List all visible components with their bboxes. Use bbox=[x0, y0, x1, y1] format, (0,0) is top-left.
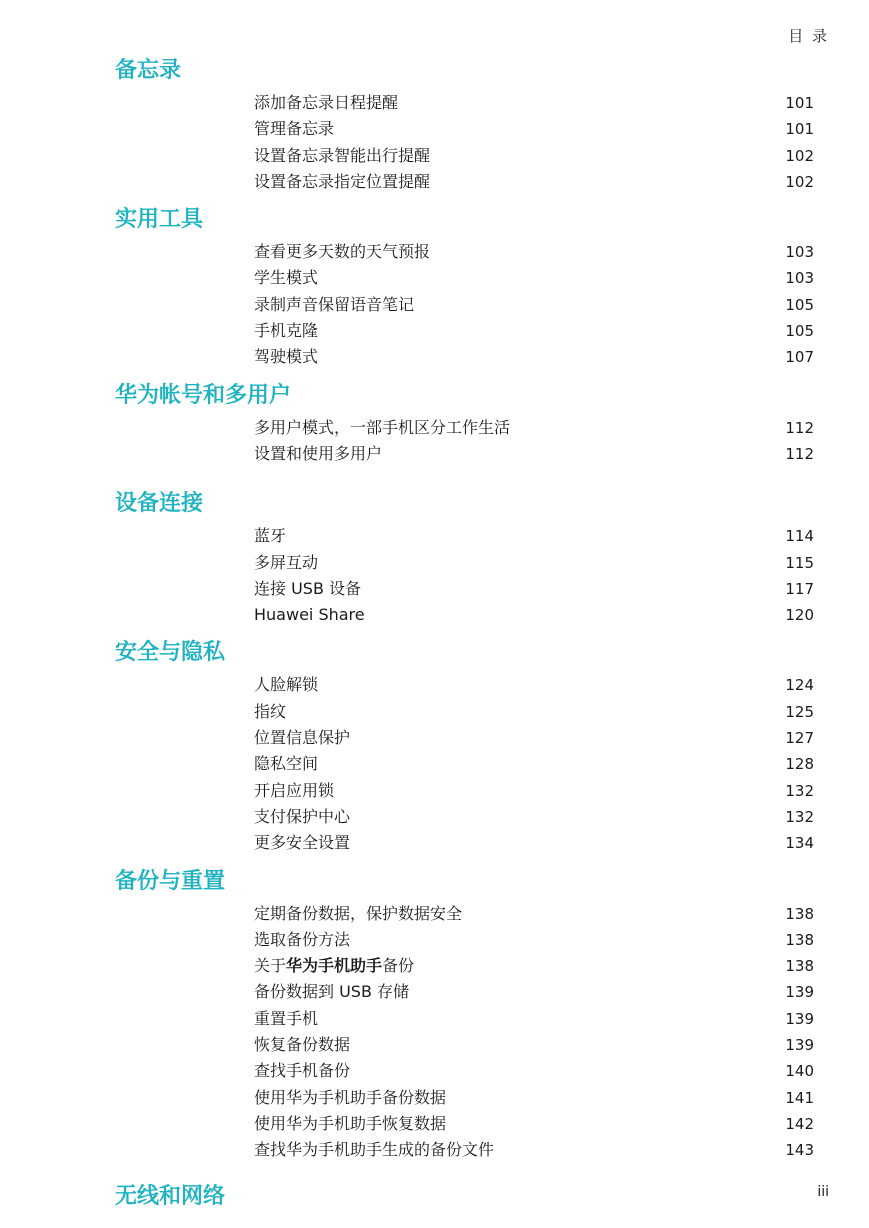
toc-section bbox=[0, 377, 869, 468]
entry-page-number: 117 bbox=[785, 579, 814, 598]
entry-page-number: 112 bbox=[785, 418, 814, 437]
entry-page-number: 101 bbox=[785, 94, 814, 112]
entry-label: 开启应用锁 bbox=[254, 780, 335, 800]
entry-label: 指纹 bbox=[254, 701, 287, 721]
entry-page-number: 134 bbox=[785, 834, 814, 853]
entry-page-number: 138 bbox=[785, 904, 814, 923]
entry-page-number: 142 bbox=[785, 1114, 814, 1133]
entry-label: 更多安全设置 bbox=[254, 833, 351, 853]
entry-label: 连接 USB 设备 bbox=[254, 578, 362, 598]
section-title[interactable]: 安全与隐私 bbox=[115, 640, 226, 666]
toc-entry[interactable] bbox=[0, 1137, 869, 1163]
entry-label: Huawei Share bbox=[254, 605, 365, 625]
entry-label bbox=[254, 953, 414, 979]
entry-page-number: 105 bbox=[785, 322, 814, 341]
toc-entry[interactable] bbox=[0, 1032, 869, 1058]
toc-entry[interactable] bbox=[0, 602, 869, 628]
entry-label: 定期备份数据，保护数据安全 bbox=[254, 903, 463, 923]
entry-label-suffix: 备份 bbox=[382, 956, 415, 976]
entry-page-number: 138 bbox=[785, 957, 814, 976]
entry-page-number: 138 bbox=[785, 930, 814, 949]
entry-page-number: 125 bbox=[785, 702, 814, 721]
entry-page-number: 139 bbox=[785, 983, 814, 1002]
entry-page-number: 101 bbox=[785, 120, 814, 139]
toc-entry[interactable] bbox=[0, 239, 869, 265]
entry-page-number: 103 bbox=[785, 243, 814, 262]
entry-label: 添加备忘录日程提醒 bbox=[254, 93, 399, 112]
section-title[interactable]: 备份与重置 bbox=[115, 868, 226, 894]
toc-entry[interactable] bbox=[0, 169, 869, 195]
entry-page-number: 140 bbox=[785, 1062, 814, 1081]
toc-entry[interactable] bbox=[0, 292, 869, 318]
toc-section bbox=[0, 1178, 869, 1216]
entry-label: 多屏互动 bbox=[254, 552, 319, 572]
toc-section bbox=[0, 634, 869, 856]
entry-page-number: 143 bbox=[785, 1141, 814, 1160]
toc-entry[interactable] bbox=[0, 699, 869, 725]
entry-page-number: 139 bbox=[785, 1009, 814, 1028]
entry-label-bold: 华为手机助手 bbox=[286, 956, 383, 976]
entry-label: 查看更多天数的天气预报 bbox=[254, 242, 431, 262]
entry-page-number: 105 bbox=[785, 295, 814, 314]
entry-label: 重置手机 bbox=[254, 1008, 319, 1028]
section-title[interactable]: 无线和网络 bbox=[115, 1183, 226, 1209]
toc-section bbox=[0, 201, 869, 370]
entry-label: 恢复备份数据 bbox=[254, 1035, 351, 1055]
toc-entry[interactable] bbox=[0, 415, 869, 441]
toc-entry[interactable] bbox=[0, 751, 869, 777]
toc-entry[interactable] bbox=[0, 441, 869, 467]
entry-label: 备份数据到 USB 存储 bbox=[254, 982, 410, 1002]
entry-label: 管理备忘录 bbox=[254, 119, 335, 139]
entry-label: 驾驶模式 bbox=[254, 347, 319, 367]
toc-entry[interactable] bbox=[0, 576, 869, 602]
entry-label: 多用户模式，一部手机区分工作生活 bbox=[254, 417, 511, 437]
entry-page-number: 128 bbox=[785, 755, 814, 774]
entry-label: 选取备份方法 bbox=[254, 929, 351, 949]
toc-entry[interactable] bbox=[0, 1111, 869, 1137]
entry-label: 蓝牙 bbox=[254, 526, 287, 546]
table-of-contents bbox=[0, 52, 869, 1216]
section-title[interactable]: 华为帐号和多用户 bbox=[115, 382, 292, 408]
section-title[interactable]: 实用工具 bbox=[115, 207, 204, 233]
toc-section bbox=[0, 52, 869, 195]
toc-entry[interactable] bbox=[0, 725, 869, 751]
entry-page-number: 102 bbox=[785, 146, 814, 165]
entry-label: 设置备忘录指定位置提醒 bbox=[254, 171, 431, 191]
toc-entry[interactable] bbox=[0, 804, 869, 830]
entry-page-number: 114 bbox=[785, 527, 814, 546]
entry-page-number: 141 bbox=[785, 1088, 814, 1107]
entry-label: 查找华为手机助手生成的备份文件 bbox=[254, 1140, 495, 1160]
toc-entry[interactable] bbox=[0, 1058, 869, 1084]
toc-entry[interactable] bbox=[0, 116, 869, 142]
entry-label: 位置信息保护 bbox=[254, 728, 351, 748]
entry-label: 人脸解锁 bbox=[254, 675, 319, 695]
toc-section bbox=[0, 485, 869, 628]
toc-entry[interactable] bbox=[0, 523, 869, 549]
entry-label: 使用华为手机助手恢复数据 bbox=[254, 1113, 447, 1133]
entry-label: 隐私空间 bbox=[254, 754, 319, 774]
toc-section bbox=[0, 863, 869, 1164]
entry-page-number: 102 bbox=[785, 172, 814, 191]
toc-entry[interactable] bbox=[0, 672, 869, 698]
toc-entry[interactable] bbox=[0, 1006, 869, 1032]
toc-entry[interactable] bbox=[0, 90, 869, 116]
toc-entry[interactable] bbox=[0, 778, 869, 804]
page-number: iii bbox=[817, 1184, 829, 1200]
toc-entry[interactable] bbox=[0, 143, 869, 169]
entry-page-number: 120 bbox=[785, 606, 814, 625]
entry-page-number: 127 bbox=[785, 729, 814, 748]
entry-page-number: 132 bbox=[785, 781, 814, 800]
entry-page-number: 139 bbox=[785, 1036, 814, 1055]
toc-entry[interactable] bbox=[0, 1085, 869, 1111]
entry-label: 设置备忘录智能出行提醒 bbox=[254, 145, 431, 165]
entry-page-number: 107 bbox=[785, 348, 814, 367]
entry-label-prefix: 关于 bbox=[254, 956, 287, 976]
section-title[interactable]: 设备连接 bbox=[115, 491, 204, 517]
toc-entry[interactable] bbox=[0, 979, 869, 1005]
entry-page-number: 112 bbox=[785, 444, 814, 463]
toc-entry[interactable] bbox=[0, 318, 869, 344]
running-header: 目 录 bbox=[788, 27, 829, 45]
section-title[interactable]: 备忘录 bbox=[115, 58, 182, 83]
entry-label: 支付保护中心 bbox=[254, 806, 351, 826]
entry-label: 录制声音保留语音笔记 bbox=[254, 294, 415, 314]
entry-label: 使用华为手机助手备份数据 bbox=[254, 1087, 447, 1107]
entry-label: 手机克隆 bbox=[254, 321, 319, 341]
entry-page-number: 115 bbox=[785, 553, 814, 572]
toc-entry[interactable] bbox=[0, 927, 869, 953]
entry-page-number: 124 bbox=[785, 676, 814, 695]
toc-entry[interactable] bbox=[0, 901, 869, 927]
entry-page-number: 132 bbox=[785, 807, 814, 826]
entry-label: 学生模式 bbox=[254, 268, 319, 288]
toc-entry[interactable] bbox=[0, 550, 869, 576]
toc-entry[interactable] bbox=[0, 344, 869, 370]
entry-label: 查找手机备份 bbox=[254, 1061, 351, 1081]
entry-page-number: 103 bbox=[785, 269, 814, 288]
entry-label: 设置和使用多用户 bbox=[254, 443, 383, 463]
toc-entry[interactable] bbox=[0, 830, 869, 856]
toc-entry[interactable] bbox=[0, 953, 869, 979]
toc-entry[interactable] bbox=[0, 265, 869, 291]
